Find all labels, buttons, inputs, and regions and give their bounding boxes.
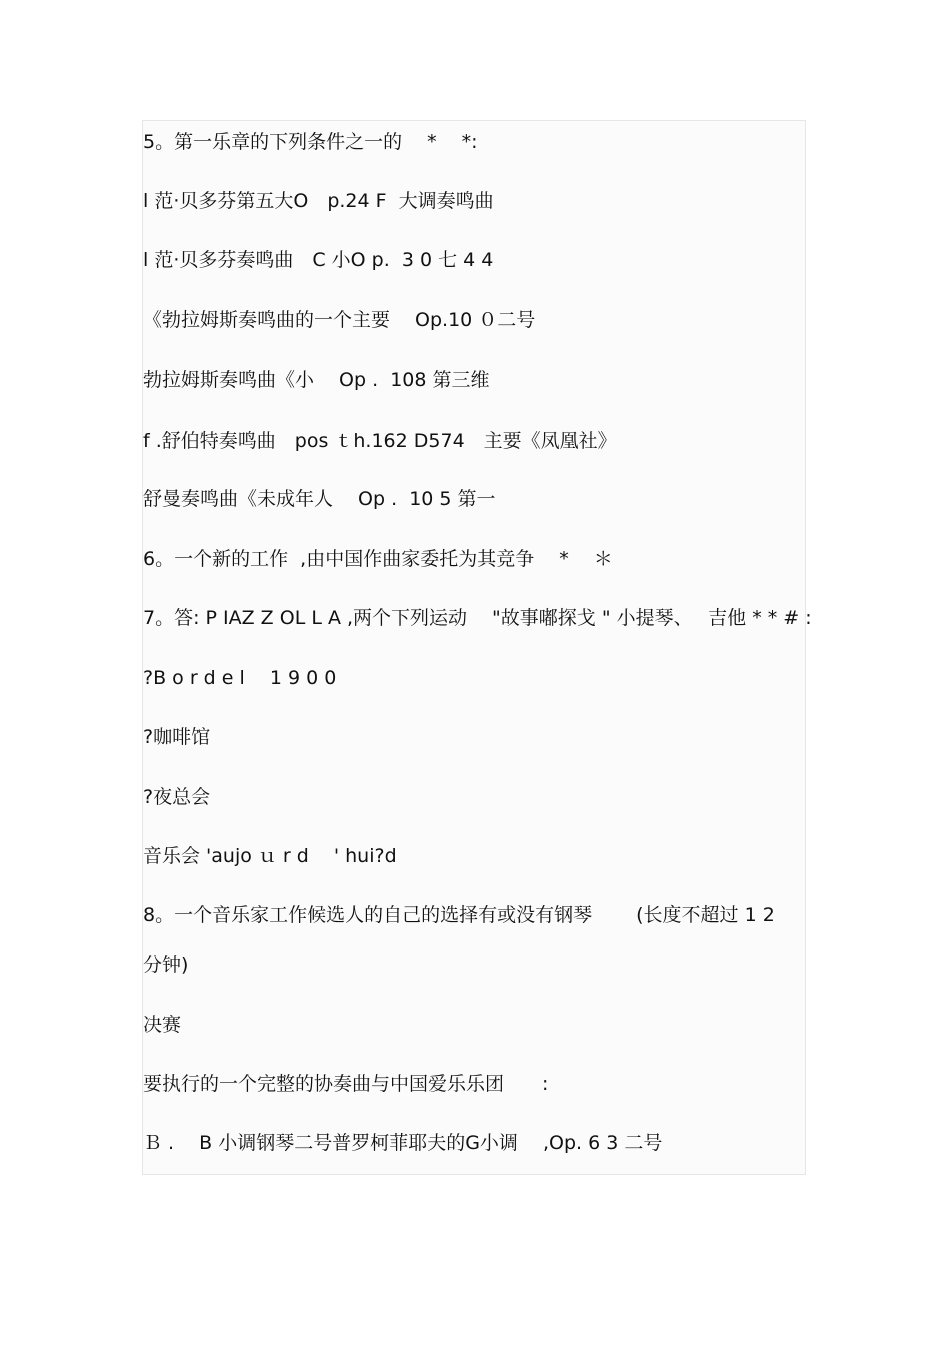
question-5-heading: 5。第一乐章的下列条件之一的 * *: [143,131,478,153]
option-cafe: ?咖啡馆 [143,726,211,748]
option-nightclub: ?夜总会 [143,786,211,808]
question-7-heading: 7。答: P IAZ Z OL L A ,两个下列运动 "故事嘟探戈 " 小提琴、 吉他 * * # : [143,607,812,629]
finals-heading: 决赛 [143,1014,182,1036]
question-6-heading: 6。一个新的工作 ,由中国作曲家委托为其竞争 * ＊ [143,548,613,570]
option-beethoven-op24: l 范·贝多芬第五大O p.24 F 大调奏鸣曲 [143,190,494,212]
question-8-continuation: 分钟) [143,954,189,976]
question-8-heading: 8。一个音乐家工作候选人的自己的选择有或没有钢琴 (长度不超过 1 2 [143,904,775,926]
option-brahms-op100: 《勃拉姆斯奏鸣曲的一个主要 Op.10 ０二号 [143,309,536,331]
option-schumann-op105: 舒曼奏鸣曲《未成年人 Op . 10 5 第一 [143,488,496,510]
page-frame [142,120,806,1175]
finals-instruction: 要执行的一个完整的协奏曲与中国爱乐乐团 : [143,1073,549,1095]
option-prokofiev-op63: Ｂ . B 小调钢琴二号普罗柯菲耶夫的G小调 ,Op. 6 3 二号 [143,1132,663,1154]
option-brahms-op108: 勃拉姆斯奏鸣曲《小 Op . 108 第三维 [143,369,490,391]
option-concert-today: 音乐会 'aujo ｕ r d ' hui?d [143,845,397,867]
option-bordel-1900: ?B o r d e l 1 9 0 0 [143,667,337,689]
option-beethoven-op30: l 范·贝多芬奏鸣曲 C 小O p. 3 0 七 4 4 [143,249,494,271]
option-schubert-d574: f .舒伯特奏鸣曲 pos ｔh.162 D574 主要《凤凰社》 [143,430,617,452]
